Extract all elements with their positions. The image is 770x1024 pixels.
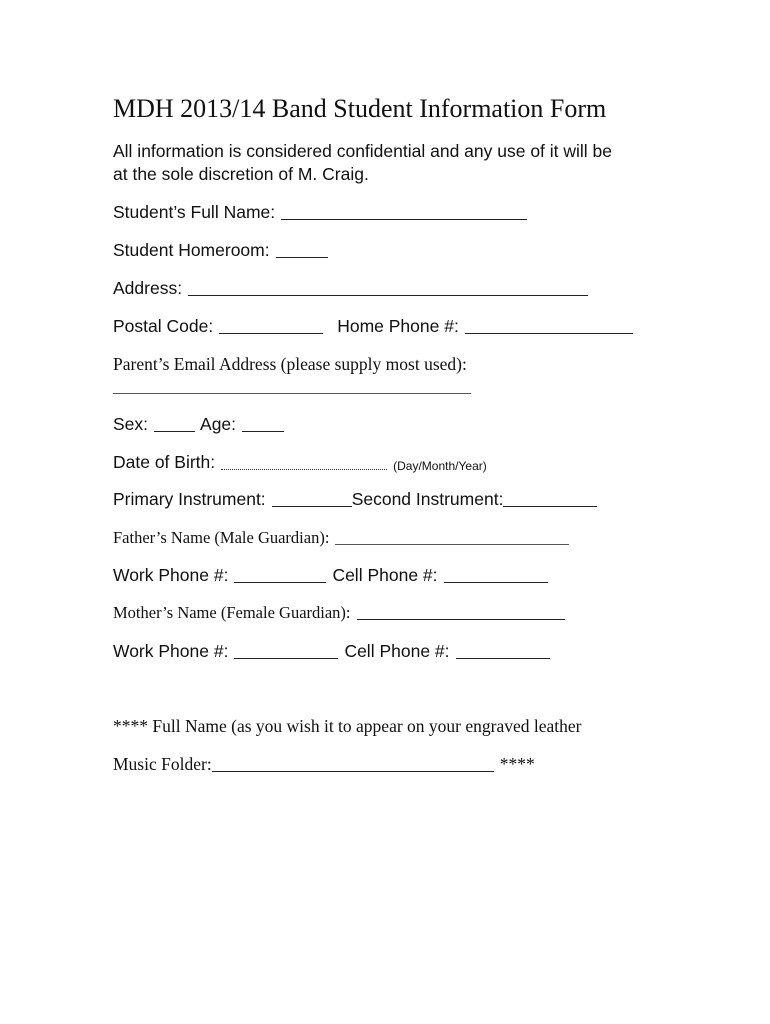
father-cell-phone-field[interactable] bbox=[444, 581, 548, 583]
confidentiality-notice-line1: All information is considered confidential and any use of it will be bbox=[113, 141, 613, 161]
primary-instrument-field[interactable] bbox=[272, 505, 352, 507]
sex-field[interactable] bbox=[154, 430, 195, 432]
address-row bbox=[113, 278, 588, 299]
student-homeroom-label: Student Homeroom: bbox=[113, 240, 270, 260]
mother-name-label: Mother’s Name (Female Guardian): bbox=[113, 603, 351, 622]
father-cell-phone-label: Cell Phone #: bbox=[332, 565, 438, 585]
age-label: Age: bbox=[200, 414, 237, 434]
parent-email-label: Parent’s Email Address (please supply most used): bbox=[113, 354, 467, 374]
second-instrument-field[interactable] bbox=[503, 505, 597, 507]
mother-cell-phone-label: Cell Phone #: bbox=[344, 641, 450, 661]
mother-phone-row bbox=[113, 641, 550, 662]
address-field[interactable] bbox=[188, 294, 588, 296]
folder-name-row bbox=[113, 754, 535, 775]
folder-name-label: Music Folder: bbox=[113, 754, 212, 774]
postal-code-field[interactable] bbox=[219, 332, 323, 334]
folder-name-instruction: **** Full Name (as you wish it to appear on your engraved leather bbox=[113, 716, 582, 736]
second-instrument-label: Second Instrument: bbox=[351, 489, 504, 509]
postal-code-label: Postal Code: bbox=[113, 316, 214, 336]
mother-work-phone-field[interactable] bbox=[234, 657, 338, 659]
parent-email-field[interactable] bbox=[113, 392, 471, 394]
mother-name-row bbox=[113, 603, 565, 623]
mother-work-phone-label: Work Phone #: bbox=[113, 641, 229, 661]
mother-name-field[interactable] bbox=[357, 618, 565, 620]
father-work-phone-field[interactable] bbox=[234, 581, 326, 583]
date-of-birth-row bbox=[113, 452, 487, 473]
father-name-label: Father’s Name (Male Guardian): bbox=[113, 528, 330, 547]
age-field[interactable] bbox=[242, 430, 284, 432]
page-title: MDH 2013/14 Band Student Information Form bbox=[113, 94, 607, 123]
address-label: Address: bbox=[113, 278, 183, 298]
date-of-birth-label: Date of Birth: bbox=[113, 452, 216, 472]
student-full-name-label: Student’s Full Name: bbox=[113, 202, 276, 222]
student-full-name-row bbox=[113, 202, 527, 223]
date-of-birth-field[interactable] bbox=[221, 468, 387, 470]
date-format-hint: (Day/Month/Year) bbox=[393, 459, 487, 473]
father-name-field[interactable] bbox=[335, 543, 569, 545]
postal-phone-row bbox=[113, 316, 633, 337]
primary-instrument-label: Primary Instrument: bbox=[113, 489, 266, 509]
home-phone-field[interactable] bbox=[465, 332, 633, 334]
home-phone-label: Home Phone #: bbox=[337, 316, 459, 336]
mother-cell-phone-field[interactable] bbox=[456, 657, 550, 659]
student-full-name-field[interactable] bbox=[281, 218, 527, 220]
student-homeroom-field[interactable] bbox=[276, 256, 328, 258]
father-phone-row bbox=[113, 565, 548, 586]
folder-name-suffix: **** bbox=[499, 754, 535, 774]
instruments-row bbox=[113, 489, 597, 510]
father-name-row bbox=[113, 528, 569, 548]
sex-label: Sex: bbox=[113, 414, 149, 434]
sex-age-row bbox=[113, 414, 284, 435]
father-work-phone-label: Work Phone #: bbox=[113, 565, 229, 585]
folder-name-field[interactable] bbox=[212, 770, 494, 772]
confidentiality-notice-line2: at the sole discretion of M. Craig. bbox=[113, 164, 369, 184]
student-homeroom-row bbox=[113, 240, 328, 261]
